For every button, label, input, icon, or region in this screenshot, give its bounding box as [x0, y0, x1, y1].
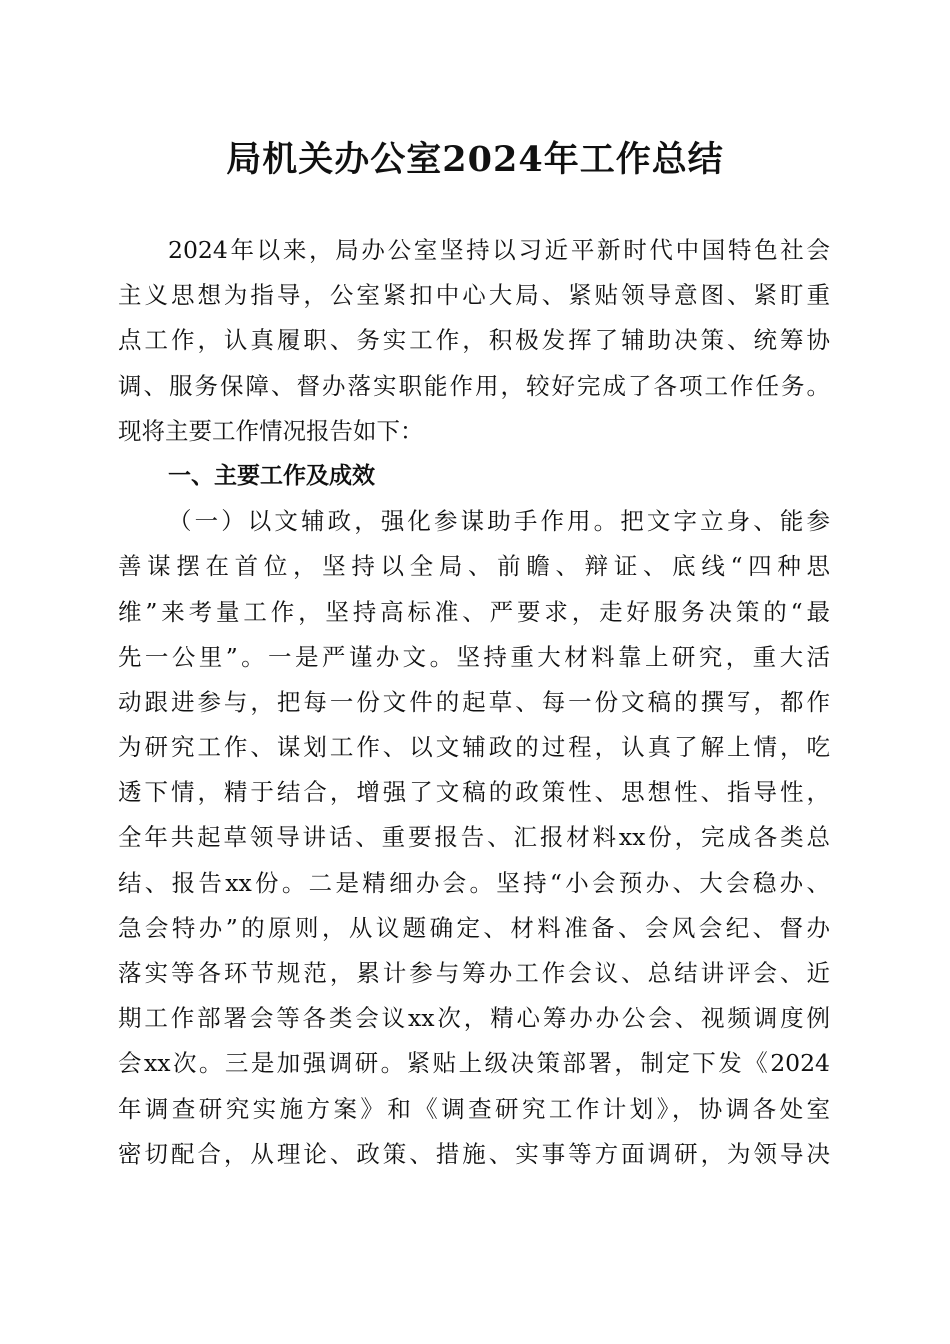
section1-paragraph [118, 499, 830, 1177]
paragraph-line: 全年共起草领导讲话、重要报告、汇报材料xx份，完成各类总 [118, 823, 830, 852]
paragraph-line: 为研究工作、谋划工作、以文辅政的过程，认真了解上情，吃 [118, 733, 830, 762]
section-heading: 一、主要工作及成效 [168, 462, 375, 489]
paragraph-line: 2024年以来，局办公室坚持以习近平新时代中国特色社会 [168, 236, 830, 264]
paragraph-line: 点工作，认真履职、务实工作，积极发挥了辅助决策、统筹协 [118, 326, 830, 355]
paragraph-line: 结、报告xx份。二是精细办会。坚持“小会预办、大会稳办、 [118, 868, 830, 897]
intro-paragraph [118, 228, 830, 454]
document-title: 局机关办公室2024年工作总结 [226, 139, 724, 180]
paragraph-line: 透下情，精于结合，增强了文稿的政策性、思想性、指导性， [118, 778, 830, 807]
paragraph-line: 动跟进参与，把每一份文件的起草、每一份文稿的撰写，都作 [118, 687, 830, 716]
paragraph-line: 急会特办”的原则，从议题确定、材料准备、会风会纪、督办 [118, 913, 830, 942]
paragraph-line: 维”来考量工作，坚持高标准、严要求，走好服务决策的“最 [118, 597, 830, 626]
paragraph-line: 密切配合，从理论、政策、措施、实事等方面调研，为领导决 [118, 1139, 830, 1168]
document-body [118, 228, 830, 1177]
paragraph-line: （一）以文辅政，强化参谋助手作用。把文字立身、能参 [168, 507, 830, 536]
paragraph-line: 主义思想为指导，公室紧扣中心大局、紧贴领导意图、紧盯重 [118, 281, 830, 310]
paragraph-line: 期工作部署会等各类会议xx次，精心筹办办公会、视频调度例 [118, 1004, 830, 1033]
paragraph-line: 年调查研究实施方案》和《调查研究工作计划》，协调各处室 [118, 1094, 830, 1123]
paragraph-line: 善谋摆在首位，坚持以全局、前瞻、辩证、底线“四种思 [118, 552, 830, 581]
paragraph-line: 现将主要工作情况报告如下： [118, 416, 424, 445]
paragraph-line: 会xx次。三是加强调研。紧贴上级决策部署，制定下发《2024 [118, 1049, 830, 1078]
paragraph-line: 先一公里”。一是严谨办文。坚持重大材料靠上研究，重大活 [118, 642, 830, 671]
paragraph-line: 调、服务保障、督办落实职能作用，较好完成了各项工作任务。 [118, 371, 830, 400]
paragraph-line: 落实等各环节规范，累计参与筹办工作会议、总结讲评会、近 [118, 959, 830, 987]
